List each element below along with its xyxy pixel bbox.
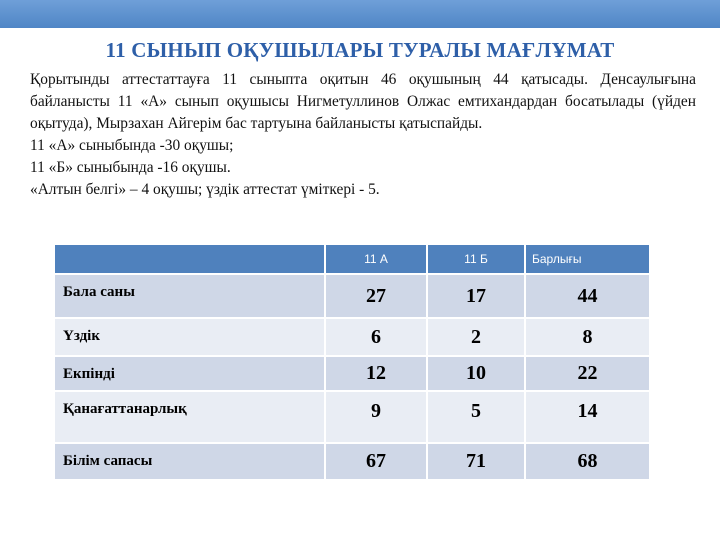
table-row <box>55 443 649 479</box>
table-row <box>55 274 649 318</box>
table-row <box>55 318 649 356</box>
cell-total: 8 <box>525 318 649 356</box>
class-a-count: 11 «А» сыныбында -30 оқушы; <box>30 137 234 154</box>
class-b-count: 11 «Б» сыныбында -16 оқушы. <box>30 159 231 176</box>
cell-11b: 17 <box>427 274 525 318</box>
row-label: Екпінді <box>55 356 325 391</box>
cell-11a: 12 <box>325 356 427 391</box>
header-11a: 11 А <box>325 245 427 274</box>
top-banner <box>0 0 720 28</box>
cell-11a: 9 <box>325 391 427 443</box>
header-11b: 11 Б <box>427 245 525 274</box>
intro-paragraph: Қорытынды аттестаттауға 11 сыныпта оқитын 46 оқушының 44 қатысады. Денсаулығына байланысты 11 «А» сынып оқушысы Нигметуллинов Олжас емтихандардан босатылады (үйден оқытуда), Мырзахан Айгерім бас тартуына байланысты қатыспайды. <box>30 71 696 132</box>
cell-11b: 5 <box>427 391 525 443</box>
row-label: Үздік <box>55 318 325 356</box>
students-table <box>55 245 649 479</box>
row-label: Білім сапасы <box>55 443 325 479</box>
cell-11b: 2 <box>427 318 525 356</box>
cell-total: 68 <box>525 443 649 479</box>
header-empty <box>55 245 325 274</box>
slide-body <box>30 69 696 201</box>
table-header-row <box>55 245 649 274</box>
cell-11a: 67 <box>325 443 427 479</box>
header-total: Барлығы <box>525 245 649 274</box>
row-label: Қанағаттанарлық <box>55 391 325 443</box>
cell-total: 22 <box>525 356 649 391</box>
slide-title: 11 СЫНЫП ОҚУШЫЛАРЫ ТУРАЛЫ МАҒЛҰМАТ <box>105 38 615 62</box>
medal-line: «Алтын белгі» – 4 оқушы; үздік аттестат үміткері - 5. <box>30 181 380 198</box>
cell-11b: 10 <box>427 356 525 391</box>
cell-11a: 6 <box>325 318 427 356</box>
cell-total: 44 <box>525 274 649 318</box>
table-row <box>55 391 649 443</box>
table-row <box>55 356 649 391</box>
cell-11a: 27 <box>325 274 427 318</box>
cell-11b: 71 <box>427 443 525 479</box>
row-label: Бала саны <box>55 274 325 318</box>
cell-total: 14 <box>525 391 649 443</box>
